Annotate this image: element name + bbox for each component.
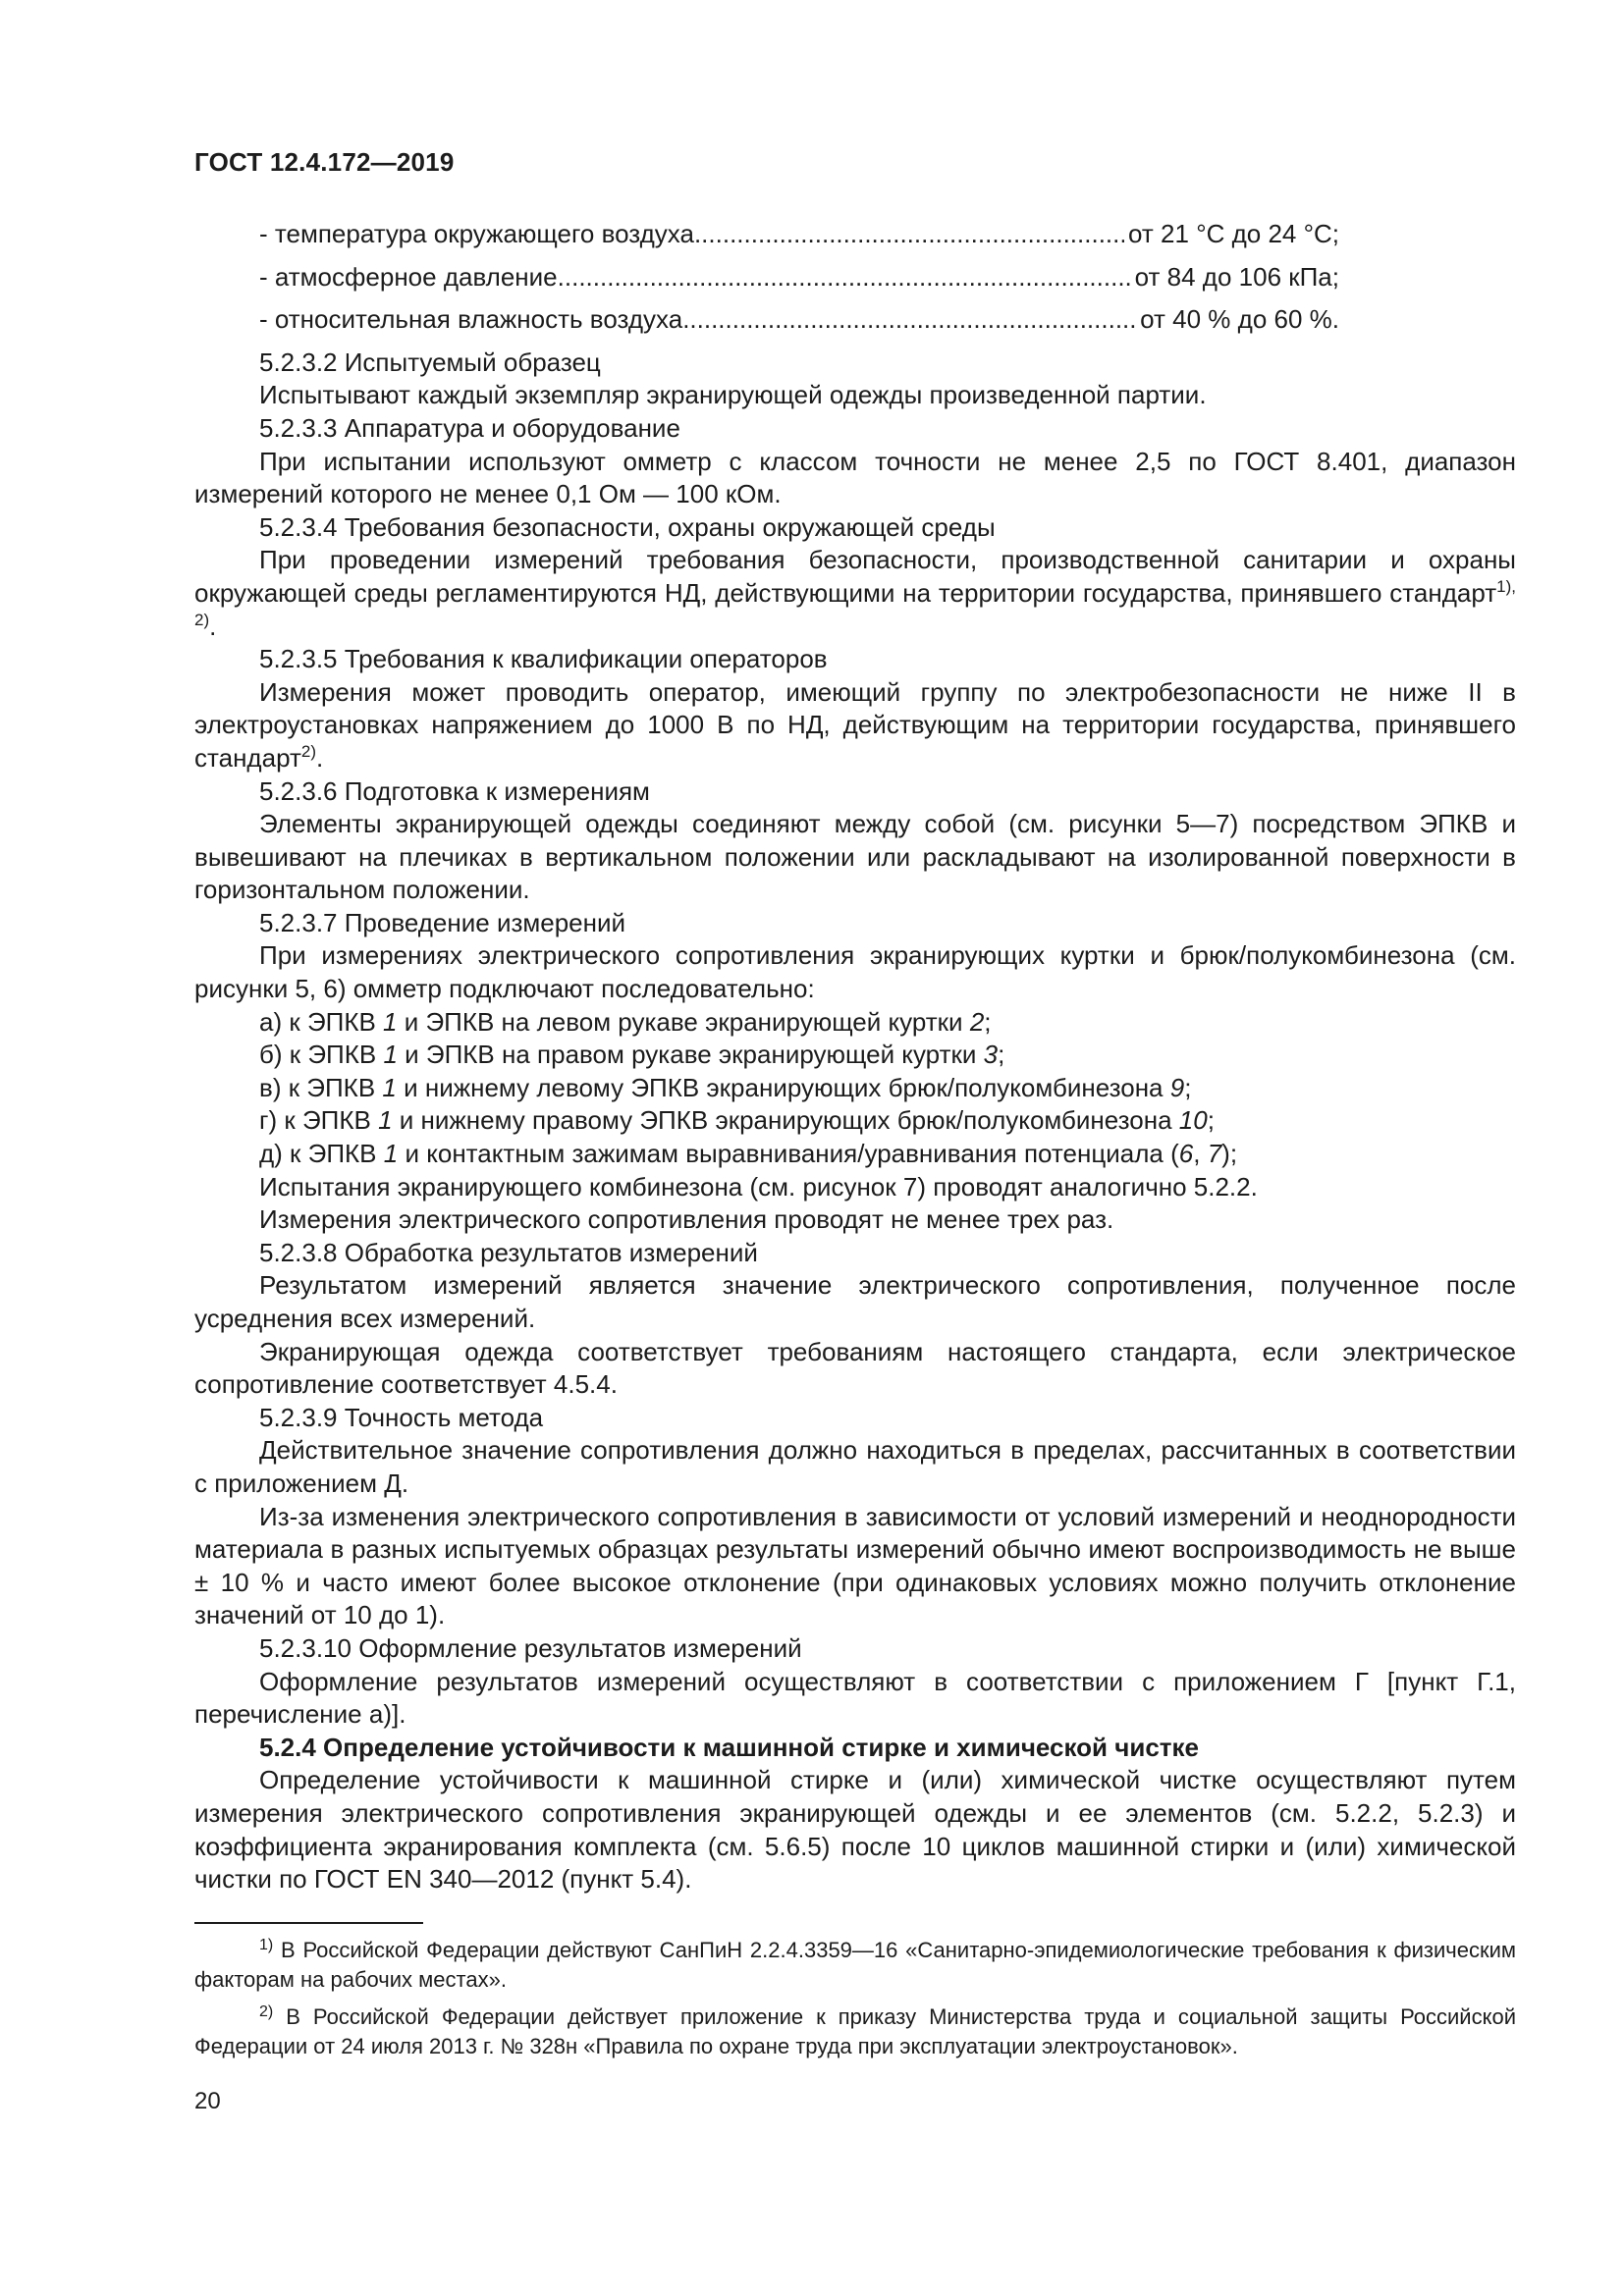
list-text: ; [998, 1040, 1005, 1070]
section-title-5235: 5.2.3.5 Требования к квалификации операторов [259, 644, 828, 674]
list-text: ; [1207, 1105, 1215, 1136]
footnote-2 [194, 2002, 1516, 2061]
condition-value: от 40 % до 60 %. [1140, 304, 1339, 335]
footnote-ref: 2) [300, 741, 316, 761]
paragraph-524: Определение устойчивости к машинной стирке и (или) химической чистке осуществляют путем измерения электрического сопротивления экранирующей одежды и ее элементов (см. 5.2.2, 5.2.3) и коэффициента экранирования комплекта (см. 5.6.5) после 10 циклов машинной стирки и (или) химической чистки по ГОСТ EN 340—2012 (пункт 5.4). [194, 1765, 1516, 1895]
list-text: и ЭПКВ на правом рукаве экранирующей куртки [397, 1040, 984, 1070]
paragraph-5235 [194, 676, 1516, 775]
paragraph-repeat: Измерения электрического сопротивления проводят не менее трех раз. [259, 1204, 1114, 1235]
footnote-ref: 1), 2) [194, 576, 1516, 629]
section-title-5234: 5.2.3.4 Требования безопасности, охраны окружающей среды [259, 511, 996, 542]
list-ref: 6 [1178, 1139, 1194, 1169]
condition-label: - температура окружающего воздуха [259, 219, 694, 248]
condition-humidity [259, 303, 1339, 337]
paragraph-5236: Элементы экранирующей одежды соединяют между собой (см. рисунки 5—7) посредством ЭПКВ и вывешивают на плечиках в вертикальном положении или раскладывают на изолированной поверхности в горизонтальном положении. [194, 809, 1516, 905]
list-text: и нижнему левому ЭПКВ экранирующих брюк/полукомбинезона [396, 1072, 1170, 1102]
paragraph-5239-2: Из-за изменения электрического сопротивления в зависимости от условий измерений и неоднородности материала в разных испытуемых образцах результаты измерений обычно имеют воспроизводимость не выше ± 10 % и часто имеют более высокое отклонение (при одинаковых условиях можно получить отклонение значений от 10 до 1). [194, 1501, 1516, 1630]
list-ref: 1 [378, 1105, 393, 1136]
list-ref: 7 [1207, 1139, 1222, 1169]
paragraph-end: . [316, 742, 324, 773]
list-text: ; [984, 1006, 992, 1037]
paragraph-5238-1: Результатом измерений является значение электрического сопротивления, полученное после усреднения всех измерений. [194, 1270, 1516, 1333]
footnote-divider [194, 1922, 423, 1924]
list-text: г) к ЭПКВ [259, 1105, 379, 1136]
list-text: , [1193, 1139, 1208, 1169]
page-number: 20 [194, 2088, 221, 2114]
list-text: б) к ЭПКВ [259, 1040, 384, 1070]
condition-pressure [259, 261, 1339, 294]
list-ref: 1 [383, 1139, 399, 1169]
paragraph-5238-2: Экранирующая одежда соответствует требованиям настоящего стандарта, если электрическое сопротивление соответствует 4.5.4. [194, 1336, 1516, 1400]
condition-temperature [259, 218, 1339, 251]
list-text: ; [1184, 1072, 1192, 1102]
section-title-52310: 5.2.3.10 Оформление результатов измерений [259, 1632, 802, 1663]
condition-value: от 84 до 106 кПа; [1134, 261, 1339, 292]
section-title-5237: 5.2.3.7 Проведение измерений [259, 907, 626, 937]
list-text: ); [1221, 1139, 1238, 1169]
list-text: а) к ЭПКВ [259, 1006, 384, 1037]
dot-leader [558, 261, 1131, 294]
list-item [194, 1039, 1516, 1072]
dot-leader [694, 218, 1124, 251]
paragraph-text: При проведении измерений требования безопасности, производственной санитарии и охраны окружающей среды регламентируются НД, действующими на территории государства, принявшего стандарт [194, 545, 1516, 608]
list-ref: 10 [1178, 1105, 1208, 1136]
condition-value: от 21 °С до 24 °С; [1128, 219, 1339, 248]
condition-label: - относительная влажность воздуха [259, 304, 683, 335]
list-item [194, 1006, 1516, 1040]
condition-label: - атмосферное давление [259, 261, 558, 292]
paragraph-52310: Оформление результатов измерений осуществляют в соответствии с приложением Г [пункт Г.1, перечисление а)]. [194, 1666, 1516, 1730]
section-title-5239: 5.2.3.9 Точность метода [259, 1402, 544, 1432]
document-body [194, 218, 1516, 1896]
list-item [194, 1072, 1516, 1105]
list-ref: 9 [1169, 1072, 1185, 1102]
paragraph-text: Измерения может проводить оператор, имеющий группу по электробезопасности не ниже II в электроустановках напряжением до 1000 В по НД, действующим на территории государства, принявшего стандарт [194, 676, 1516, 773]
dot-leader [682, 303, 1136, 337]
list-ref: 2 [969, 1006, 985, 1037]
footnote-mark: 2) [259, 2003, 274, 2020]
footnote-1 [194, 1936, 1516, 1995]
section-title-5233: 5.2.3.3 Аппаратура и оборудование [259, 412, 680, 443]
footnote-text: В Российской Федерации действует приложение к приказу Министерства труда и социальной защиты Российской Федерации от 24 июля 2013 г. № 328н «Правила по охране труда при эксплуатации электроустановок». [194, 2004, 1516, 2058]
document-header: ГОСТ 12.4.172—2019 [194, 147, 455, 177]
list-text: в) к ЭПКВ [259, 1072, 383, 1102]
footnote-text: В Российской Федерации действуют СанПиН 2.2.4.3359—16 «Санитарно-эпидемиологические требования к физическим факторам на рабочих местах». [194, 1938, 1516, 1992]
paragraph-5233: При испытании используют омметр с классом точности не менее 2,5 по ГОСТ 8.401, диапазон измерений которого не менее 0,1 Ом — 100 кОм. [194, 446, 1516, 509]
list-text: д) к ЭПКВ [259, 1139, 384, 1169]
footnote-mark: 1) [259, 1937, 274, 1953]
list-item [194, 1104, 1516, 1138]
paragraph-5239-1: Действительное значение сопротивления должно находиться в пределах, рассчитанных в соответствии с приложением Д. [194, 1435, 1516, 1498]
list-ref: 1 [383, 1040, 398, 1070]
list-ref: 1 [382, 1072, 397, 1102]
paragraph-end: . [209, 611, 217, 641]
list-text: и контактным зажимам выравнивания/уравнивания потенциала ( [398, 1139, 1179, 1169]
list-ref: 3 [983, 1040, 999, 1070]
paragraph-combi: Испытания экранирующего комбинезона (см. рисунок 7) проводят аналогично 5.2.2. [259, 1171, 1258, 1201]
list-text: и ЭПКВ на левом рукаве экранирующей куртки [397, 1006, 970, 1037]
section-title-5236: 5.2.3.6 Подготовка к измерениям [259, 775, 650, 806]
section-title-5232: 5.2.3.2 Испытуемый образец [259, 347, 601, 377]
paragraph-5232: Испытывают каждый экземпляр экранирующей одежды произведенной партии. [259, 380, 1207, 410]
list-ref: 1 [383, 1006, 398, 1037]
section-title-5238: 5.2.3.8 Обработка результатов измерений [259, 1237, 758, 1267]
list-text: и нижнему правому ЭПКВ экранирующих брюк/полукомбинезона [392, 1105, 1179, 1136]
section-title-524: 5.2.4 Определение устойчивости к машинной стирке и химической чистке [259, 1732, 1200, 1762]
footnotes [194, 1936, 1516, 2069]
paragraph-5234 [194, 544, 1516, 643]
list-item [194, 1138, 1516, 1171]
paragraph-5237: При измерениях электрического сопротивления экранирующих куртки и брюк/полукомбинезона (см. рисунки 5, 6) омметр подключают последовательно: [194, 940, 1516, 1004]
